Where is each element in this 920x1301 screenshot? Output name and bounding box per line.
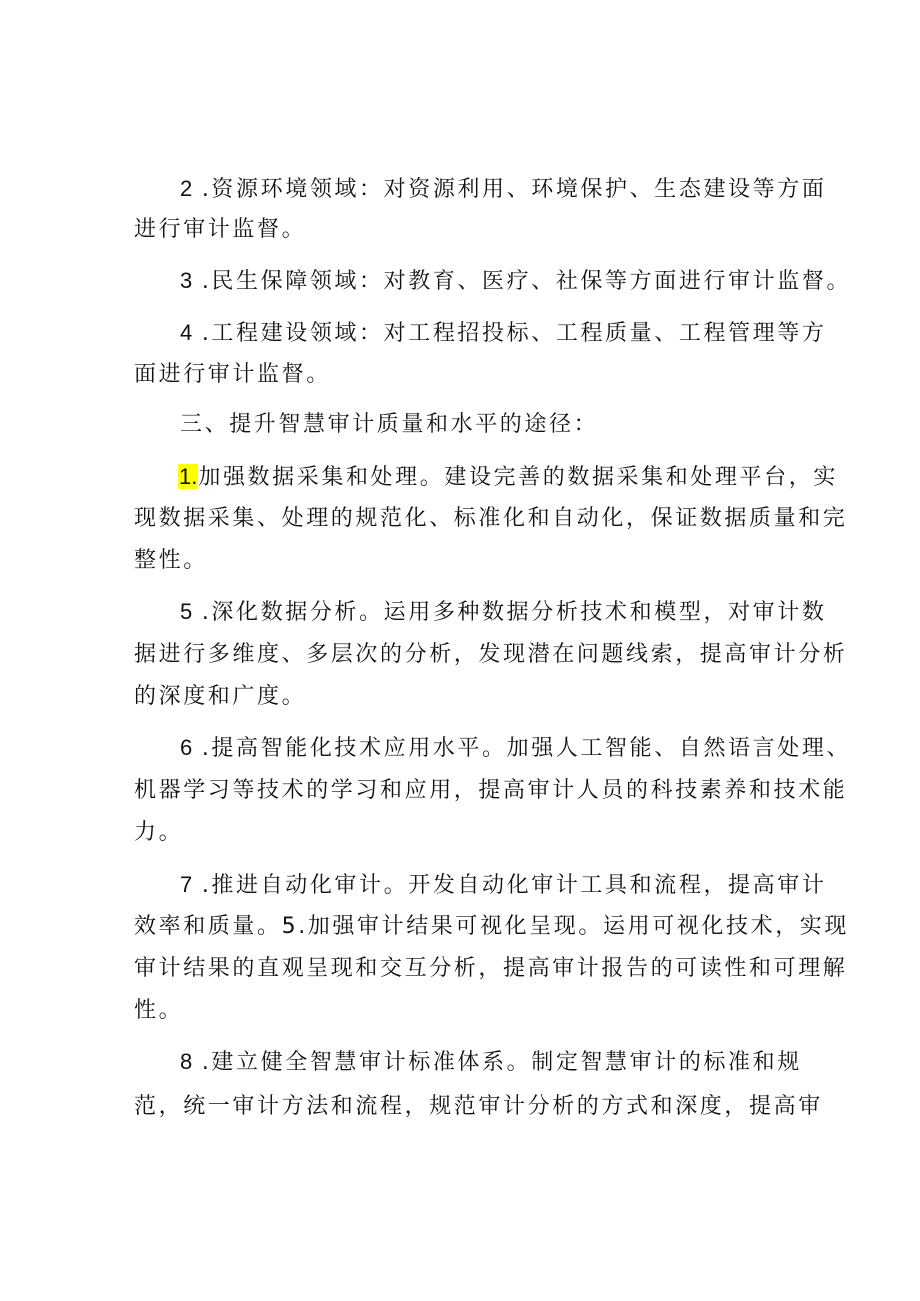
paragraph-4-line-2: 面进行审计监督。 xyxy=(134,362,331,387)
item-number: 5 xyxy=(180,599,193,624)
section-heading: 三、提升智慧审计质量和水平的途径： xyxy=(180,412,599,437)
line-text: .推进自动化审计。开发自动化审计工具和流程，提高审计 xyxy=(192,873,827,898)
item-1-line-1 xyxy=(178,462,838,493)
item-5-line-1 xyxy=(180,597,826,628)
item-7-line-2: 效率和质量。5.加强审计结果可视化呈现。运用可视化技术，实现 xyxy=(134,914,849,939)
line-text: .工程建设领域：对工程招投标、工程质量、工程管理等方 xyxy=(192,321,827,346)
paragraph-3-line-1 xyxy=(180,266,851,297)
item-number: 3 xyxy=(180,268,193,293)
item-5-line-3: 的深度和广度。 xyxy=(134,684,307,709)
item-6-line-3: 力。 xyxy=(134,820,184,845)
item-1-line-3: 整性。 xyxy=(134,548,208,573)
item-7-line-1 xyxy=(180,870,826,901)
line-text: .提高智能化技术应用水平。加强人工智能、自然语言处理、 xyxy=(192,736,852,761)
item-7-line-4: 性。 xyxy=(134,998,184,1023)
item-number: 7 xyxy=(180,872,193,897)
line-text: .民生保障领域：对教育、医疗、社保等方面进行审计监督。 xyxy=(192,269,852,294)
line-text: .建立健全智慧审计标准体系。制定智慧审计的标准和规 xyxy=(192,1050,802,1075)
item-8-line-1 xyxy=(180,1047,802,1078)
highlighted-number: 1. xyxy=(179,464,198,489)
line-text: .深化数据分析。运用多种数据分析技术和模型，对审计数 xyxy=(192,600,827,625)
item-7-line-3: 审计结果的直观呈现和交互分析，提高审计报告的可读性和可理解 xyxy=(134,956,848,981)
item-1-line-2: 现数据采集、处理的规范化、标准化和自动化，保证数据质量和完 xyxy=(134,506,848,531)
item-8-line-2: 范，统一审计方法和流程，规范审计分析的方式和深度，提高审 xyxy=(134,1094,823,1119)
item-number: 8 xyxy=(180,1049,193,1074)
item-6-line-1 xyxy=(180,733,851,764)
item-5-line-2: 据进行多维度、多层次的分析，发现潜在问题线索，提高审计分析 xyxy=(134,642,848,667)
item-6-line-2: 机器学习等技术的学习和应用，提高审计人员的科技素养和技术能 xyxy=(134,778,848,803)
paragraph-4-line-1 xyxy=(180,318,826,349)
paragraph-2-line-1 xyxy=(180,174,826,205)
paragraph-2-line-2: 进行审计监督。 xyxy=(134,217,307,242)
line-text: .资源环境领域：对资源利用、环境保护、生态建设等方面 xyxy=(192,177,827,202)
item-number: 6 xyxy=(180,735,193,760)
line-text: 加强数据采集和处理。建设完善的数据采集和处理平台，实 xyxy=(198,465,838,490)
item-number: 2 xyxy=(180,176,193,201)
item-number: 4 xyxy=(180,320,193,345)
